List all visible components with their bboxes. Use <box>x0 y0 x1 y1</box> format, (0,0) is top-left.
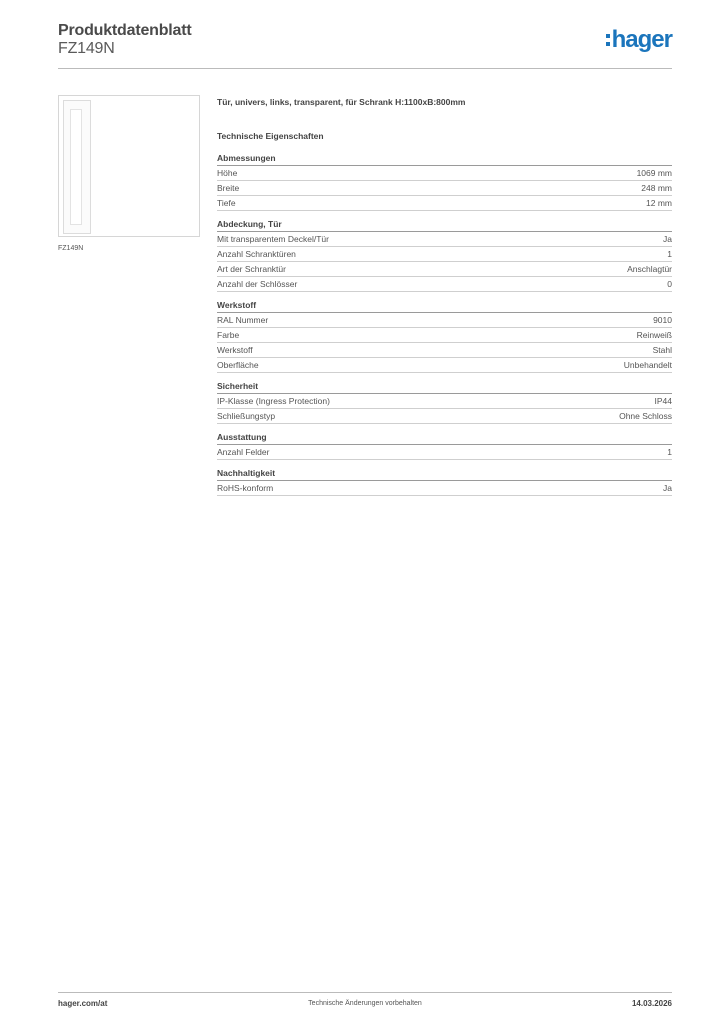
table-row <box>217 445 672 460</box>
table-row <box>217 232 672 247</box>
footer-date: 14.03.2026 <box>631 999 672 1008</box>
row-value: 12 mm <box>646 198 672 208</box>
header-divider <box>58 68 672 69</box>
section-title: Technische Eigenschaften <box>217 131 324 141</box>
row-value: 248 mm <box>641 183 672 193</box>
door-glass-panel <box>70 109 82 225</box>
row-value: Unbehandelt <box>623 360 672 370</box>
row-value: Reinweiß <box>636 330 672 340</box>
table-row <box>217 247 672 262</box>
hager-logo <box>606 26 672 54</box>
row-value: 1 <box>667 249 672 259</box>
group-abdeckung-tuer <box>217 218 672 292</box>
footer-divider <box>58 992 672 993</box>
image-caption: FZ149N <box>58 245 84 252</box>
row-label: IP-Klasse (Ingress Protection) <box>217 396 330 406</box>
table-row <box>217 343 672 358</box>
row-value: Ohne Schloss <box>619 411 672 421</box>
table-row <box>217 181 672 196</box>
row-value: IP44 <box>654 396 672 406</box>
row-label: Höhe <box>217 168 238 178</box>
logo-dots-icon <box>606 30 610 50</box>
group-title: Ausstattung <box>217 431 672 445</box>
group-werkstoff <box>217 299 672 373</box>
footer-disclaimer: Technische Änderungen vorbehalten <box>308 1000 422 1007</box>
table-row <box>217 277 672 292</box>
product-description: Tür, univers, links, transparent, für Schrank H:1100xB:800mm <box>217 97 466 107</box>
logo-text: hager <box>611 26 672 53</box>
group-title: Abmessungen <box>217 152 672 166</box>
group-ausstattung <box>217 431 672 460</box>
group-title: Werkstoff <box>217 299 672 313</box>
table-row <box>217 166 672 181</box>
group-sicherheit <box>217 380 672 424</box>
footer-website-link[interactable]: hager.com/at <box>58 999 108 1008</box>
row-label: Anzahl der Schlösser <box>217 279 298 289</box>
row-value: Ja <box>663 234 672 244</box>
row-label: Farbe <box>217 330 240 340</box>
row-value: Anschlagtür <box>627 264 672 274</box>
table-row <box>217 313 672 328</box>
row-label: Werkstoff <box>217 345 253 355</box>
row-value: 1069 mm <box>636 168 672 178</box>
group-title: Abdeckung, Tür <box>217 218 672 232</box>
document-title: Produktdatenblatt <box>58 22 192 39</box>
group-abmessungen <box>217 152 672 211</box>
row-label: Mit transparentem Deckel/Tür <box>217 234 329 244</box>
table-row <box>217 481 672 496</box>
row-label: RAL Nummer <box>217 315 269 325</box>
row-label: Anzahl Felder <box>217 447 270 457</box>
table-row <box>217 394 672 409</box>
table-row <box>217 262 672 277</box>
row-label: Oberfläche <box>217 360 259 370</box>
table-row <box>217 196 672 211</box>
row-label: Breite <box>217 183 240 193</box>
row-value: 1 <box>667 447 672 457</box>
row-label: RoHS-konform <box>217 483 274 493</box>
door-icon <box>63 100 91 234</box>
page-footer <box>58 998 672 1010</box>
group-title: Sicherheit <box>217 380 672 394</box>
product-details <box>217 96 672 503</box>
group-title: Nachhaltigkeit <box>217 467 672 481</box>
product-image <box>58 95 200 237</box>
table-row <box>217 409 672 424</box>
row-label: Tiefe <box>217 198 236 208</box>
row-value: 9010 <box>653 315 672 325</box>
row-label: Schließungstyp <box>217 411 276 421</box>
table-row <box>217 328 672 343</box>
table-row <box>217 358 672 373</box>
group-nachhaltigkeit <box>217 467 672 496</box>
row-value: Stahl <box>652 345 672 355</box>
row-value: 0 <box>667 279 672 289</box>
row-label: Art der Schranktür <box>217 264 286 274</box>
product-code: FZ149N <box>58 40 115 57</box>
row-value: Ja <box>663 483 672 493</box>
row-label: Anzahl Schranktüren <box>217 249 296 259</box>
page-header <box>58 20 672 68</box>
